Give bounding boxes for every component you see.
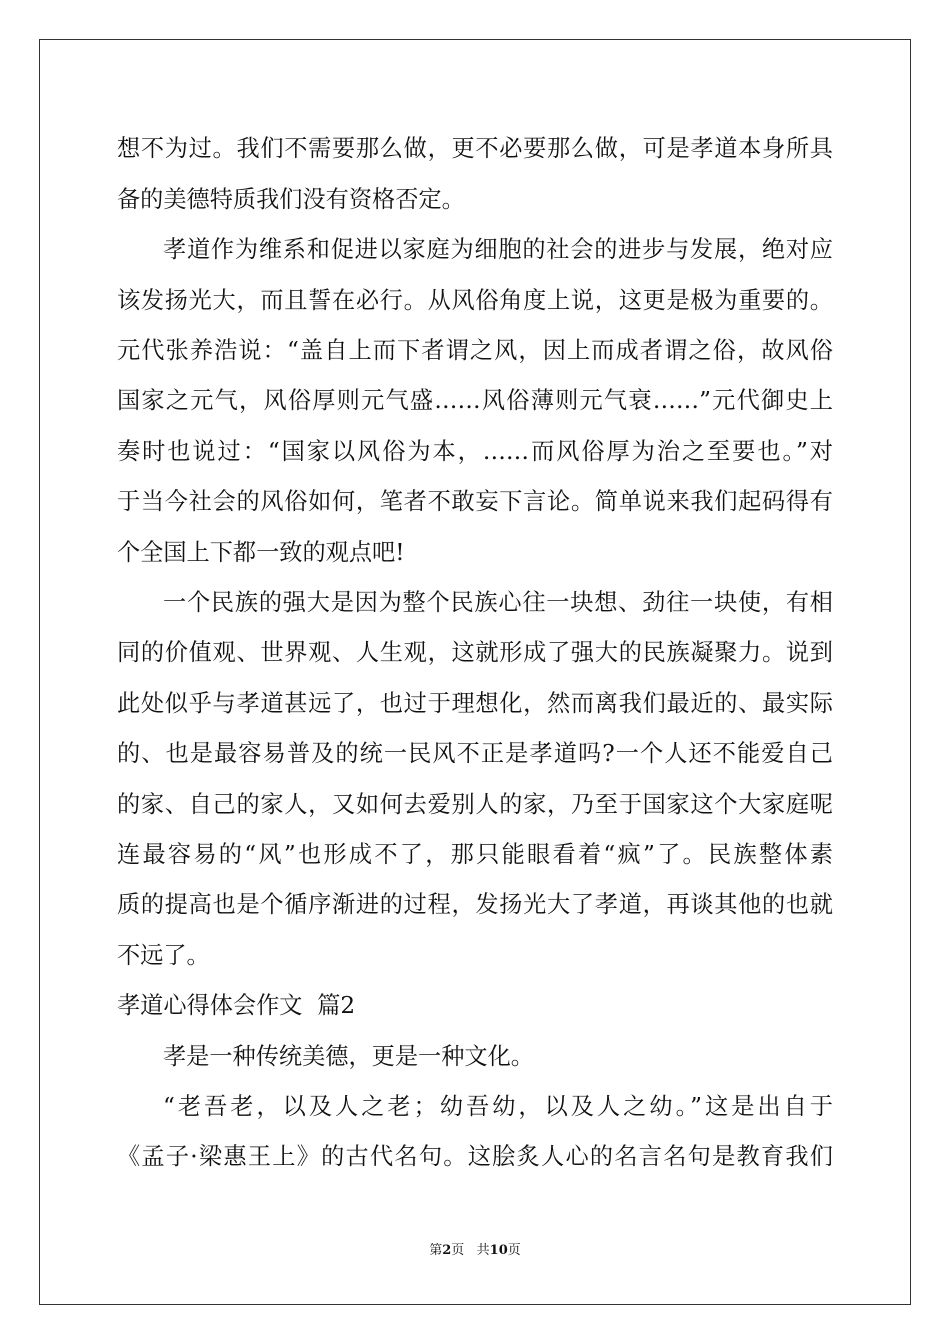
footer-middle: 页 共 <box>451 1243 490 1258</box>
text-line: “老吾老，以及人之老；幼吾幼，以及人之幼。”这是出自于 <box>163 1093 833 1120</box>
text-line: 此处似乎与孝道甚远了，也过于理想化，然而离我们最近的、最实际 <box>117 690 833 717</box>
text-line: 孝是一种传统美德，更是一种文化。 <box>163 1043 534 1070</box>
text-line: 想不为过。我们不需要那么做，更不必要那么做，可是孝道本身所具 <box>117 135 833 162</box>
footer-page-number: 2 <box>442 1243 452 1258</box>
footer-prefix: 第 <box>429 1243 443 1258</box>
text-line: 的、也是最容易普及的统一民风不正是孝道吗?一个人还不能爱自己 <box>117 740 833 767</box>
text-line: 的家、自己的家人，又如何去爱别人的家，乃至于国家这个大家庭呢 <box>117 791 833 818</box>
footer-total-pages: 10 <box>489 1243 508 1258</box>
text-line: 《孟子·梁惠王上》的古代名句。这脍炙人心的名言名句是教育我们 <box>117 1143 833 1170</box>
text-line: 国家之元气，风俗厚则元气盛……风俗薄则元气衰……”元代御史上 <box>117 387 833 414</box>
text-line: 于当今社会的风俗如何，笔者不敢妄下言论。简单说来我们起码得有 <box>117 488 833 515</box>
text-line: 质的提高也是个循序渐进的过程，发扬光大了孝道，再谈其他的也就 <box>117 891 833 918</box>
text-line: 该发扬光大，而且誓在必行。从风俗角度上说，这更是极为重要的。 <box>117 287 833 314</box>
page-footer <box>0 1242 950 1260</box>
text-line: 个全国上下都一致的观点吧! <box>117 539 405 566</box>
text-line: 连最容易的“风”也形成不了，那只能眼看着“疯”了。民族整体素 <box>117 841 833 868</box>
text-line: 孝道作为维系和促进以家庭为细胞的社会的进步与发展，绝对应 <box>163 236 833 263</box>
text-line: 同的价值观、世界观、人生观，这就形成了强大的民族凝聚力。说到 <box>117 639 833 666</box>
section-heading: 孝道心得体会作文 篇2 <box>117 992 356 1019</box>
footer-suffix: 页 <box>507 1243 521 1258</box>
text-line: 奏时也说过：“国家以风俗为本，……而风俗厚为治之至要也。”对 <box>117 438 833 465</box>
text-line: 备的美德特质我们没有资格否定。 <box>117 186 465 213</box>
text-line: 一个民族的强大是因为整个民族心往一块想、劲往一块使，有相 <box>163 589 833 616</box>
text-line: 元代张养浩说：“盖自上而下者谓之风，因上而成者谓之俗，故风俗 <box>117 337 833 364</box>
text-line: 不远了。 <box>117 942 210 969</box>
